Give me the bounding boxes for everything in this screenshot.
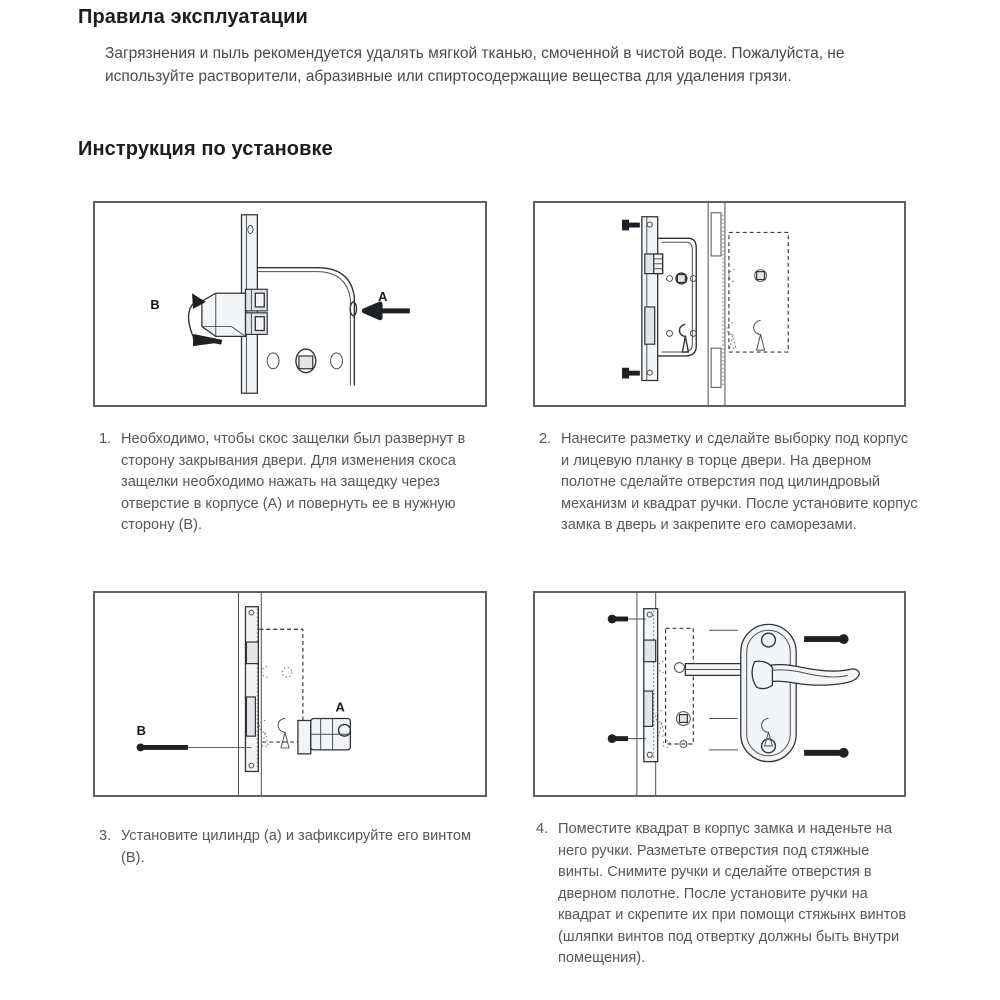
caption-step-1 — [99, 429, 489, 537]
step-text-3: Установите цилиндр (а) и зафиксируйте его винтом (В). — [121, 828, 471, 866]
step-number-4: 4. — [536, 821, 549, 837]
tie-screw-top — [804, 634, 849, 644]
step-number-3: 3. — [99, 828, 112, 844]
cylinder-assembly — [278, 719, 350, 754]
tie-screw-bottom — [804, 748, 849, 758]
figure-step-1 — [93, 201, 487, 407]
caption-step-3 — [99, 826, 489, 869]
handle-backplate — [741, 624, 796, 761]
faceplate-screw-top — [608, 615, 646, 624]
figure-step-4 — [533, 591, 906, 797]
screw-bottom — [622, 368, 640, 379]
figure-3-label-b: B — [136, 723, 146, 739]
care-paragraph: Загрязнения и пыль рекомендуется удалять мягкой тканью, смоченной в чистой воде. Пожалуйста, не используйте растворители, абразивные или спиртосодержащие вещества для удаления грязи. — [105, 45, 845, 85]
figure-4-drawing — [535, 593, 904, 795]
figure-1-label-a: A — [378, 289, 388, 305]
step-text-2: Нанесите разметку и сделайте выборку под корпус и лицевую планку в торце двери. На дверном полотне сделайте отверстия под цилиндровый механизм и квадрат ручки. После установите корпус замка в дверь и закрепите его саморезами. — [561, 431, 918, 533]
screw-top — [622, 220, 640, 231]
figure-2-drawing — [535, 203, 904, 405]
step-number-2: 2. — [539, 431, 552, 447]
figure-step-3 — [93, 591, 487, 797]
lever-handle — [752, 661, 859, 688]
step-text-1: Необходимо, чтобы скос защелки был развернут в сторону закрывания двери. Для изменения скоса защелки необходимо нажать на защедку через отверстие в корпусе (А) и повернуть ее в нужную сторону (В). — [121, 431, 466, 533]
figure-3-drawing — [95, 593, 485, 795]
step-text-4: Поместите квадрат в корпус замка и наденьте на него ручки. Разметьте отверстия под стяжные винты. Снимите ручки и сделайте отверстия в дверном полотне. После установите ручки на квадрат и скрепите их при помощи стяжынх винтов (шляпки винтов под отвертку должны быть внутри помещения). — [558, 821, 907, 966]
caption-step-2 — [539, 429, 919, 537]
figure-1-label-b: B — [150, 296, 160, 312]
caption-step-4 — [536, 819, 916, 970]
figure-1-drawing — [95, 203, 485, 405]
installation-heading: Инструкция по установке — [78, 138, 333, 160]
care-heading: Правила эксплуатации — [78, 6, 308, 28]
arrow-a — [364, 304, 410, 318]
figure-step-2 — [533, 201, 906, 407]
faceplate-screw-bottom — [608, 734, 646, 743]
step-number-1: 1. — [99, 431, 112, 447]
screw-b — [137, 744, 252, 752]
figure-3-label-a: A — [335, 699, 345, 715]
